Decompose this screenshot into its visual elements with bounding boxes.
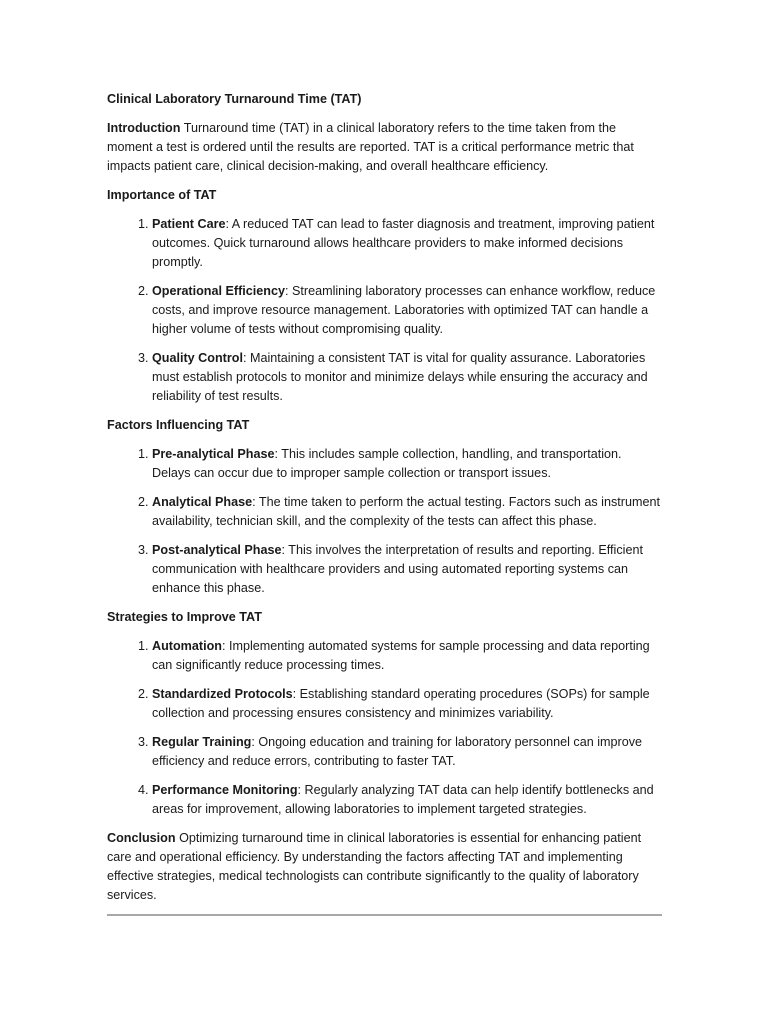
list-item: [152, 685, 662, 723]
introduction-lead: Introduction: [107, 121, 181, 135]
horizontal-divider: [107, 914, 662, 916]
introduction-text: Turnaround time (TAT) in a clinical laboratory refers to the time taken from the moment a test is ordered until the results are reported. TAT is a critical performance metric that impacts patient care, clinical decision-making, and overall healthcare efficiency.: [107, 121, 634, 173]
section-heading-factors: Factors Influencing TAT: [107, 418, 250, 432]
list-item: [152, 493, 662, 531]
list-item-term: Quality Control: [152, 351, 243, 365]
conclusion-text: Optimizing turnaround time in clinical laboratories is essential for enhancing patient care and operational efficiency. By understanding the factors affecting TAT and implementing effective strategies, medical technologists can contribute significantly to the quality of laboratory services.: [107, 831, 642, 902]
strategies-list: [107, 637, 662, 819]
list-item-text: : A reduced TAT can lead to faster diagnosis and treatment, improving patient outcomes. Quick turnaround allows healthcare providers to make informed decisions promptly.: [152, 217, 655, 269]
conclusion-paragraph: [107, 829, 662, 905]
list-item-term: Patient Care: [152, 217, 226, 231]
list-item-term: Operational Efficiency: [152, 284, 285, 298]
list-item-text: : Ongoing education and training for laboratory personnel can improve efficiency and reduce errors, contributing to faster TAT.: [152, 735, 643, 768]
list-item-term: Performance Monitoring: [152, 783, 298, 797]
list-item: [152, 637, 662, 675]
document-title: Clinical Laboratory Turnaround Time (TAT): [107, 92, 362, 106]
list-item-text: : Streamlining laboratory processes can enhance workflow, reduce costs, and improve resource management. Laboratories with optimized TAT can handle a higher volume of tests without compromising quality.: [152, 284, 656, 336]
importance-list: [107, 215, 662, 406]
list-item-text: : Maintaining a consistent TAT is vital for quality assurance. Laboratories must establish protocols to monitor and minimize delays while ensuring the accuracy and reliability of test results.: [152, 351, 648, 403]
section-heading-importance: Importance of TAT: [107, 188, 217, 202]
list-item: [152, 445, 662, 483]
list-item-term: Regular Training: [152, 735, 252, 749]
list-item-text: : Implementing automated systems for sample processing and data reporting can significantly reduce processing times.: [152, 639, 650, 672]
section-heading-strategies: Strategies to Improve TAT: [107, 610, 262, 624]
list-item-term: Analytical Phase: [152, 495, 253, 509]
list-item-text: : This includes sample collection, handling, and transportation. Delays can occur due to improper sample collection or transport issues.: [152, 447, 622, 480]
list-item-term: Standardized Protocols: [152, 687, 293, 701]
list-item-text: : The time taken to perform the actual testing. Factors such as instrument availability, technician skill, and the complexity of the tests can affect this phase.: [152, 495, 660, 528]
conclusion-lead: Conclusion: [107, 831, 176, 845]
list-item-term: Pre-analytical Phase: [152, 447, 275, 461]
list-item: [152, 282, 662, 339]
list-item: [152, 733, 662, 771]
list-item-term: Automation: [152, 639, 222, 653]
factors-list: [107, 445, 662, 598]
list-item: [152, 541, 662, 598]
introduction-paragraph: [107, 119, 662, 176]
document-page: [107, 90, 662, 916]
list-item: [152, 781, 662, 819]
list-item: [152, 215, 662, 272]
list-item: [152, 349, 662, 406]
list-item-term: Post-analytical Phase: [152, 543, 282, 557]
list-item-text: : This involves the interpretation of results and reporting. Efficient communication with healthcare providers and using automated reporting systems can enhance this phase.: [152, 543, 643, 595]
list-item-text: : Establishing standard operating procedures (SOPs) for sample collection and processing ensures consistency and minimizes variability.: [152, 687, 650, 720]
list-item-text: : Regularly analyzing TAT data can help identify bottlenecks and areas for improvement, allowing laboratories to implement targeted strategies.: [152, 783, 654, 816]
